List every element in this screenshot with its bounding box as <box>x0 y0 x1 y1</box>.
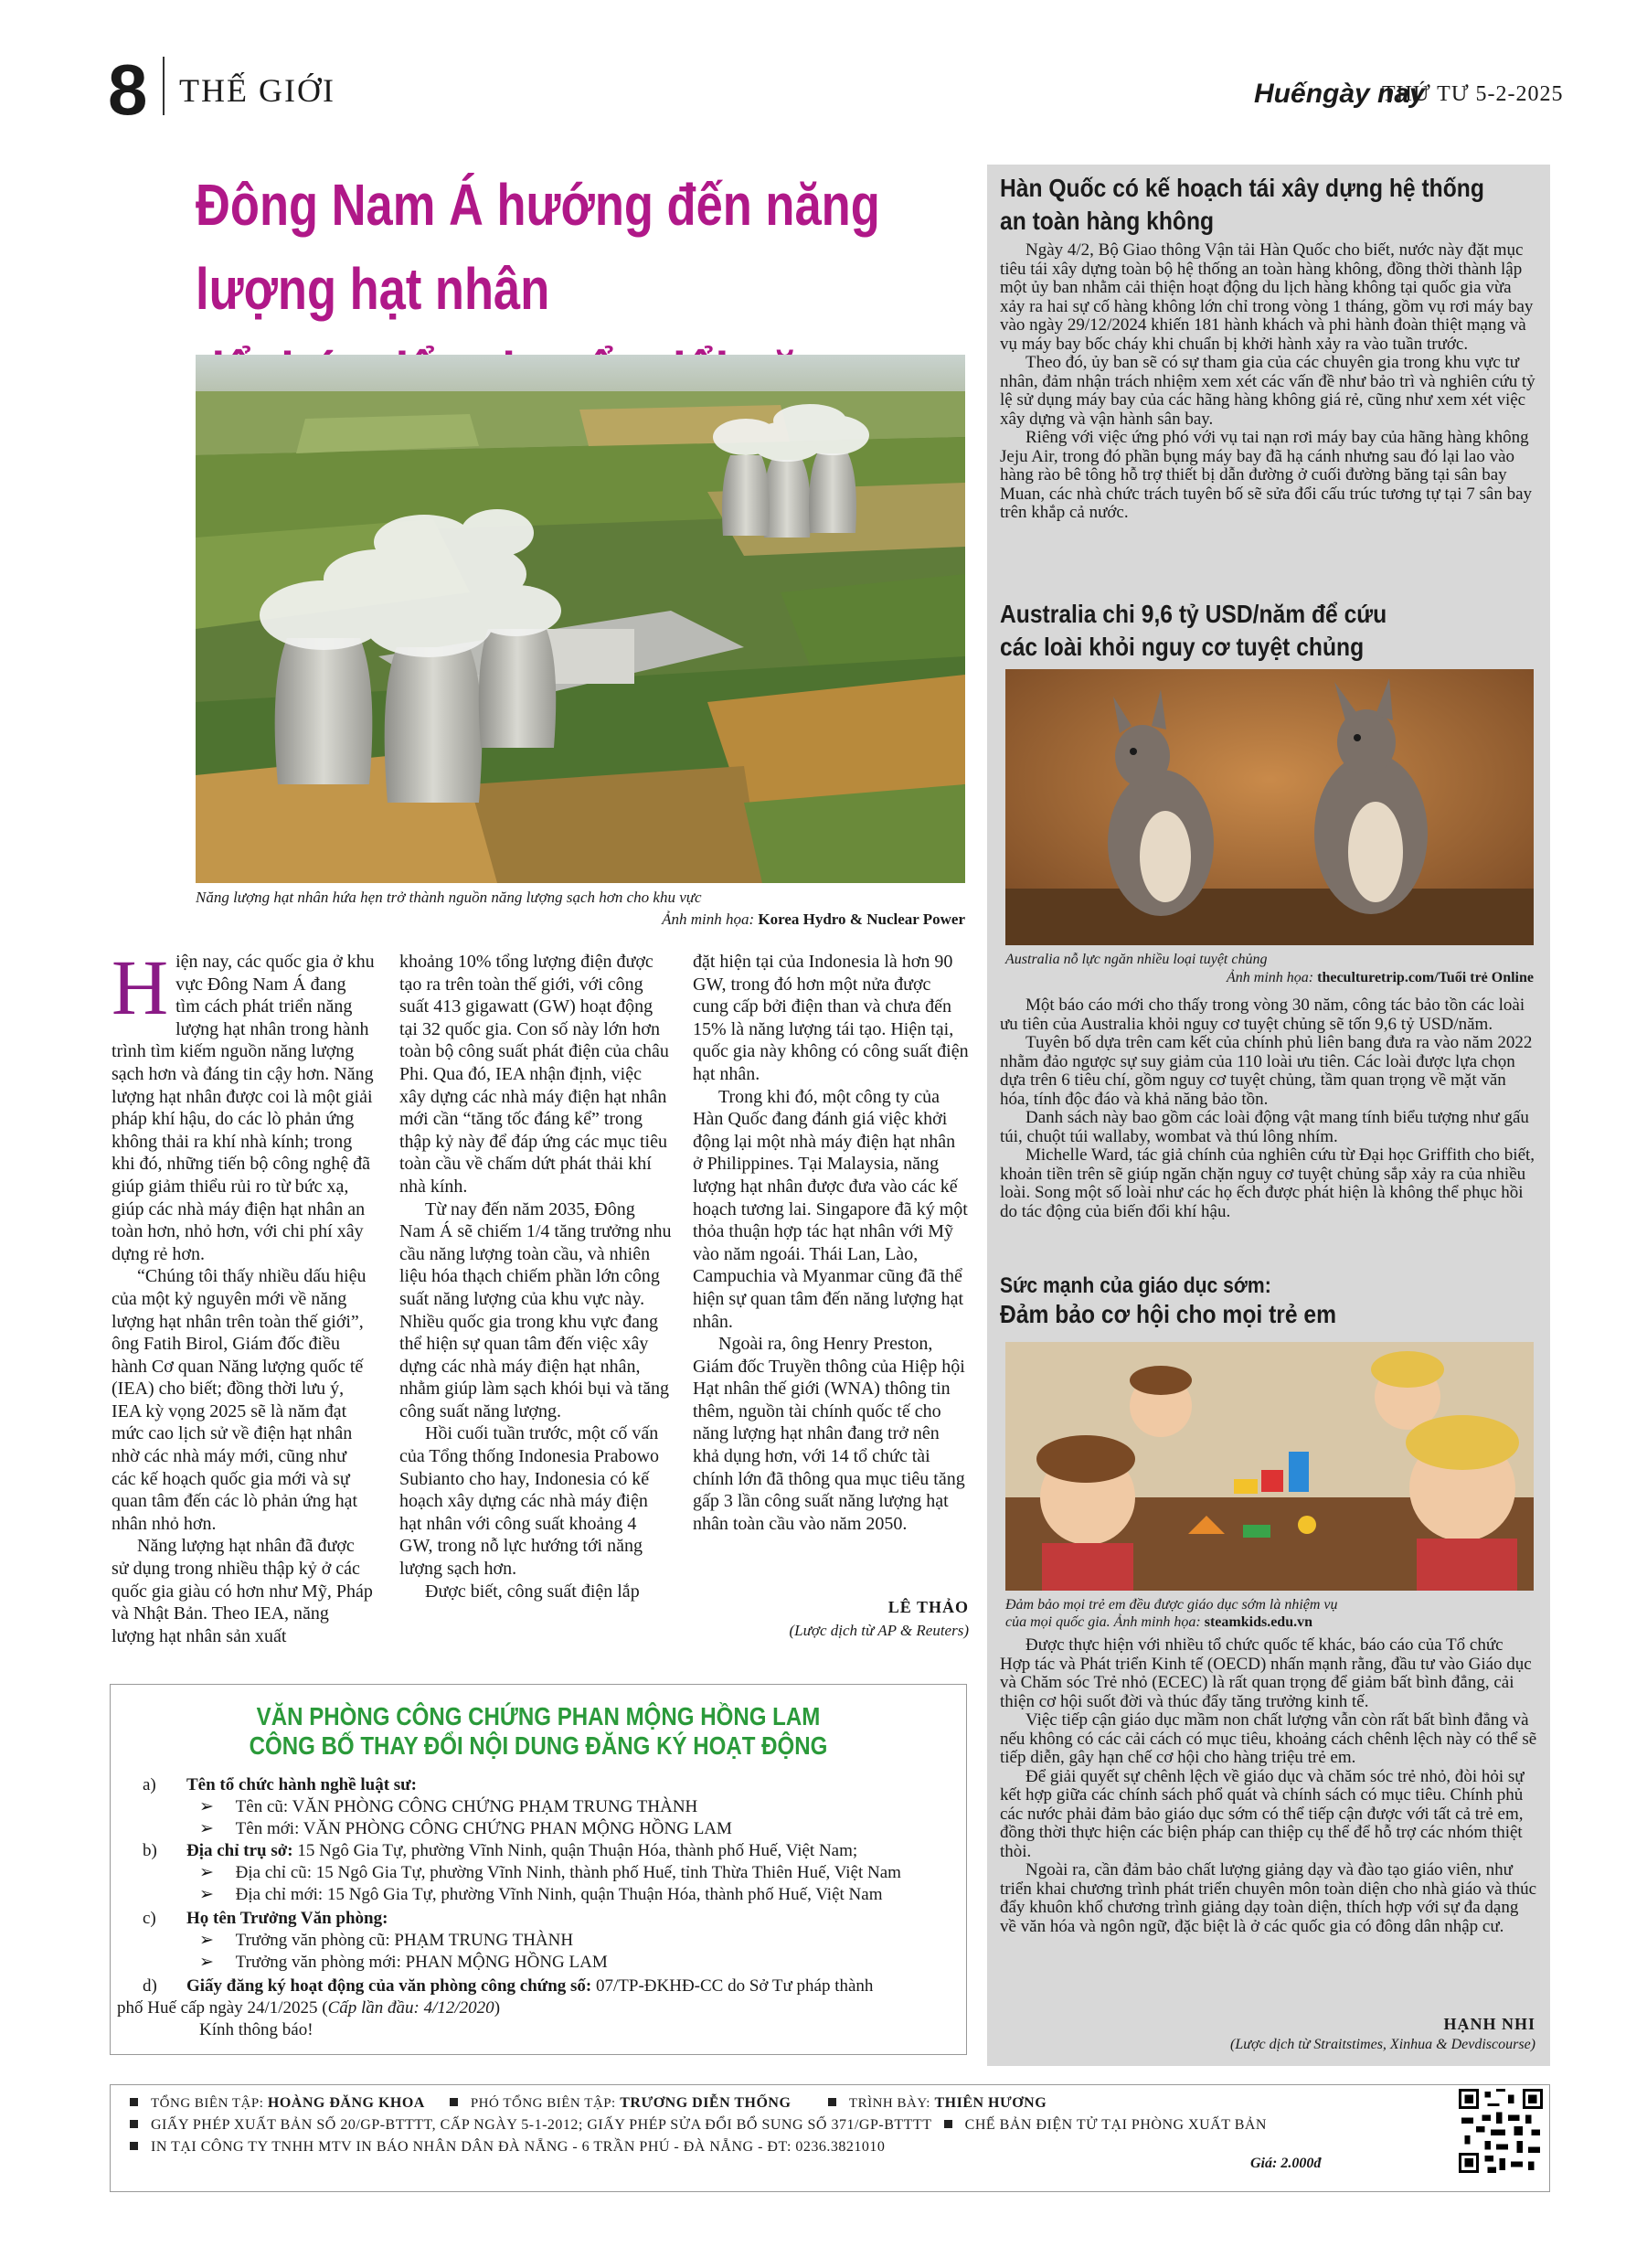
sidebar-photo-caption-3: Đảm bảo mọi trẻ em đều được giáo dục sớm là nhiệm vụ của mọi quốc gia. Ảnh minh họa: steamkids.edu.vn <box>1005 1597 1338 1630</box>
sidebar-story-3: Được thực hiện với nhiều tổ chức quốc tế khác, báo cáo của Tổ chức Hợp tác và Phát triển Kinh tế (OECD) nhấn mạnh rằng, đầu tư vào Giáo dục và Chăm sóc Trẻ nhỏ (ECEC) là rất quan trọng để giảm bất bình đẳng, cải thiện cơ hội suốt đời và thúc đẩy tăng trưởng kinh tế. Việc tiếp cận giáo dục mầm non chất lượng vẫn còn rất bất bình đẳng và nếu không có các cải cách có mục tiêu, khoảng cách chênh lệch này có thể sẽ tiếp diễn, gây hạn chế cơ hội cho hàng triệu trẻ em. Để giải quyết sự chênh lệch về giáo dục và chăm sóc trẻ nhỏ, đòi hỏi sự kết hợp giữa các chính sách phổ quát và chính sách có mục tiêu. Chính phủ các nước phải đảm bảo giáo dục sớm có thể tiếp cận được với tất cả trẻ em, đồng thời thực hiện các biện pháp can thiệp cụ thể để hỗ trợ các nhóm thiệt thòi. Ngoài ra, cần đảm bảo chất lượng giảng dạy và đào tạo giáo viên, như triển khai chương trình phát triển chuyên môn toàn diện cho nhà giáo và thúc đẩy khuôn khổ chương trình giảng dạy toàn diện, thích hợp với sự đa dạng về văn hóa và ngôn ngữ, đặc biệt là ở các quốc gia có đông dân nhập cư. <box>1000 1635 1537 1936</box>
wallaby-photo <box>1005 669 1534 945</box>
legal-notice-title: VĂN PHÒNG CÔNG CHỨNG PHAN MỘNG HỒNG LAM CÔNG BỐ THAY ĐỔI NỘI DUNG ĐĂNG KÝ HOẠT ĐỘNG <box>249 1702 828 1760</box>
sidebar-byline: HẠNH NHI <box>1443 2015 1535 2033</box>
sidebar-photo-caption-2: Australia nỗ lực ngăn nhiều loại tuyệt chủng <box>1005 952 1268 967</box>
sidebar-headline-2: Australia chi 9,6 tỷ USD/năm để cứu các loài khỏi nguy cơ tuyệt chủng <box>1000 600 1387 661</box>
issue-date: THỨ TƯ 5-2-2025 <box>1382 82 1564 106</box>
imprint-printer: IN TẠI CÔNG TY TNHH MTV IN BÁO NHÂN DÂN ĐÀ NẴNG - 6 TRẦN PHÚ - ĐÀ NẴNG - ĐT: 0236.3821010 <box>130 2139 885 2156</box>
article-source: (Lược dịch từ AP & Reuters) <box>789 1622 969 1639</box>
article-byline: LÊ THẢO <box>887 1598 969 1616</box>
notice-b1: ➢ Địa chỉ cũ: 15 Ngô Gia Tự, phường Vĩnh Ninh, thành phố Huế, tỉnh Thừa Thiên Huế, Việt Nam <box>199 1863 901 1882</box>
notice-item-d: d) <box>143 1976 157 1996</box>
notice-c1: ➢ Trưởng văn phòng cũ: PHẠM TRUNG THÀNH <box>199 1931 574 1950</box>
notice-b2: ➢ Địa chỉ mới: 15 Ngô Gia Tự, phường Vĩnh Ninh, quận Thuận Hóa, thành phố Huế, Việt Nam <box>199 1885 883 1904</box>
notice-closing: Kính thông báo! <box>199 2020 313 2039</box>
imprint-license: GIẤY PHÉP XUẤT BẢN SỐ 20/GP-BTTTT, CẤP NGÀY 5-1-2012; GIẤY PHÉP SỬA ĐỔI BỔ SUNG SỐ 371/GP-BTTTT CHẾ BẢN ĐIỆN TỬ TẠI PHÒNG XUẤT BẢN <box>130 2117 1267 2134</box>
notice-d-line2: phố Huế cấp ngày 24/1/2025 (Cấp lần đầu: 4/12/2020) <box>117 1998 501 2018</box>
drop-cap: H <box>112 943 169 1031</box>
notice-a1: ➢ Tên cũ: VĂN PHÒNG CÔNG CHỨNG PHẠM TRUNG THÀNH <box>199 1797 698 1816</box>
children-classroom-photo <box>1005 1342 1534 1591</box>
sidebar-photo-credit-2: Ảnh minh họa: theculturetrip.com/Tuổi trẻ Online <box>1227 970 1534 985</box>
notice-a2: ➢ Tên mới: VĂN PHÒNG CÔNG CHỨNG PHAN MỘNG HỒNG LAM <box>199 1819 732 1838</box>
page-number: 8 <box>108 49 148 130</box>
sidebar-kicker-3: Sức mạnh của giáo dục sớm: <box>1000 1273 1271 1298</box>
article-column-3: đặt hiện tại của Indonesia là hơn 90 GW, trong đó hơn một nửa được cung cấp bởi điện than và chưa đến 15% là năng lượng tái tạo. Hiện tại, quốc gia này không có công suất điện hạt nhân. Trong khi đó, một công ty của Hàn Quốc đang đánh giá việc khởi động lại một nhà máy điện hạt nhân ở Philippines. Tại Malaysia, năng lượng hạt nhân được đưa vào các kế hoạch tương lai. Singapore đã ký một thỏa thuận hợp tác hạt nhân với Mỹ vào năm ngoái. Thái Lan, Lào, Campuchia và Myanmar cũng đã thể hiện sự quan tâm đến năng lượng hạt nhân. Ngoài ra, ông Henry Preston, Giám đốc Truyền thông của Hiệp hội Hạt nhân thế giới (WNA) thông tin thêm, nguồn tài chính quốc tế cho năng lượng hạt nhân đang trở nên khả dụng hơn, với 14 tổ chức tài chính lớn đã thông qua mục tiêu tăng gấp 3 lần công suất năng lượng hạt nhân toàn cầu vào năm 2050. <box>693 952 969 1534</box>
notice-item-a: a) <box>143 1775 156 1794</box>
imprint-editors: TỔNG BIÊN TẬP: HOÀNG ĐĂNG KHOA PHÓ TỔNG BIÊN TẬP: TRƯƠNG DIỄN THỐNG TRÌNH BÀY: THIÊN HƯƠNG <box>130 2095 1047 2112</box>
notice-c2: ➢ Trưởng văn phòng mới: PHAN MỘNG HỒNG LAM <box>199 1953 608 1972</box>
sidebar-headline-1: Hàn Quốc có kế hoạch tái xây dựng hệ thống an toàn hàng không <box>1000 174 1484 235</box>
main-photo-credit: Ảnh minh họa: Korea Hydro & Nuclear Power <box>662 910 965 928</box>
sidebar-source: (Lược dịch từ Straitstimes, Xinhua & Devdiscourse) <box>1230 2037 1535 2052</box>
price-label: Giá: 2.000đ <box>1250 2156 1322 2171</box>
sidebar-story-1: Ngày 4/2, Bộ Giao thông Vận tải Hàn Quốc cho biết, nước này đặt mục tiêu tái xây dựng toàn bộ hệ thống an toàn hàng không, đồng thời thành lập một ủy ban nhằm cải thiện hoạt động du lịch hàng không tại quốc gia vừa xảy ra hai sự cố hàng không lớn chỉ trong vòng 1 tháng, gồm vụ rơi máy bay vào ngày 29/12/2024 khiến 181 hành khách và phi hành đoàn thiệt mạng và vụ máy bay bốc cháy khi chuẩn bị khởi hành xảy ra vào tuần trước. Theo đó, ủy ban sẽ có sự tham gia của các chuyên gia trong khu vực tư nhân, đảm nhận trách nhiệm xem xét các vấn đề như bảo trì và nghiên cứu tỷ lệ sử dụng máy bay của các hãng hàng không giá rẻ, cũng như xem xét việc xây dựng và vận hành sân bay. Riêng với việc ứng phó với vụ tai nạn rơi máy bay của hãng hàng không Jeju Air, trong đó phần bụng máy bay đã hạ cánh nhưng sau đó lại lao vào hàng rào bê tông hỗ trợ thiết bị dẫn đường ở cuối đường băng tại sân bay Muan, các nhà chức trách tuyên bố sẽ sửa đổi cấu trúc tương tự tại 7 sân bay trên khắp cả nước. <box>1000 240 1535 522</box>
qr-code-icon <box>1459 2089 1543 2173</box>
sidebar-headline-3: Đảm bảo cơ hội cho mọi trẻ em <box>1000 1300 1337 1328</box>
main-headline-line1: Đông Nam Á hướng đến năng lượng hạt nhân <box>196 172 880 322</box>
sidebar-story-2: Một báo cáo mới cho thấy trong vòng 30 năm, công tác bảo tồn các loài ưu tiên của Australia khỏi nguy cơ tuyệt chủng sẽ tốn 9,6 tỷ USD/năm. Tuyên bố dựa trên cam kết của chính phủ liên bang đưa ra vào năm 2022 nhằm đảo ngược sự suy giảm của 110 loài ưu tiên. Các loài được lựa chọn dựa trên 6 tiêu chí, gồm nguy cơ tuyệt chủng, tầm quan trọng về mặt văn hóa, tính độc đáo và khả năng bảo tồn. Danh sách này bao gồm các loài động vật mang tính biểu tượng như gấu túi, chuột túi wallaby, wombat và thú lông nhím. Michelle Ward, tác giả chính của nghiên cứu từ Đại học Griffith cho biết, khoản tiền trên sẽ giúp ngăn chặn nguy cơ tuyệt chủng sắp xảy ra của nhiều loài. Song một số loài như các họ ếch được phát hiện là không thể phục hồi do tác động của biến đổi khí hậu. <box>1000 996 1535 1221</box>
masthead-logo: Huếngày nay <box>1254 79 1425 109</box>
header-divider <box>163 57 165 115</box>
article-column-2: khoảng 10% tổng lượng điện được tạo ra trên toàn thế giới, với công suất 413 gigawatt (GW) hoạt động tại 32 quốc gia. Con số này lớn hơn toàn bộ công suất phát điện của châu Phi. Qua đó, IEA nhận định, việc xây dựng các nhà máy điện hạt nhân mới cần “tăng tốc đáng kể” trong thập kỷ này để đáp ứng các mục tiêu toàn cầu về chấm dứt phát thải khí nhà kính. Từ nay đến năm 2035, Đông Nam Á sẽ chiếm 1/4 tăng trưởng nhu cầu năng lượng toàn cầu, và nhiên liệu hóa thạch chiếm phần lớn công suất năng lượng của khu vực này. Nhiều quốc gia trong khu vực đang thể hiện sự quan tâm đến việc xây dựng các nhà máy điện hạt nhân, nhằm giúp làm sạch khói bụi và tăng công suất năng lượng. Hồi cuối tuần trước, một cố vấn của Tổng thống Indonesia Prabowo Subianto cho hay, Indonesia có kế hoạch xây dựng các nhà máy điện hạt nhân với công suất khoảng 4 GW, trong nỗ lực hướng tới năng lượng sạch hơn. Được biết, công suất điện lắp <box>399 952 672 1602</box>
main-photo-caption: Năng lượng hạt nhân hứa hẹn trở thành nguồn năng lượng sạch hơn cho khu vực <box>196 889 702 906</box>
notice-item-c: c) <box>143 1909 156 1928</box>
section-title: THẾ GIỚI <box>179 72 335 109</box>
nuclear-plant-photo <box>196 355 965 883</box>
notice-item-b: b) <box>143 1841 157 1860</box>
article-column-1: Hiện nay, các quốc gia ở khu vực Đông Nam Á đang tìm cách phát triển năng lượng hạt nhân trong hành trình tìm kiếm nguồn năng lượng sạch hơn và đáng tin cậy hơn. Năng lượng hạt nhân được coi là một giải pháp khí hậu, do các lò phản ứng không thải ra khí nhà kính; trong khi đó, những tiến bộ công nghệ đã giúp giảm thiểu rủi ro từ bức xạ, giúp các nhà máy điện hạt nhân an toàn hơn, nhỏ hơn, với chi phí xây dựng rẻ hơn. “Chúng tôi thấy nhiều dấu hiệu của một kỷ nguyên mới về năng lượng hạt nhân trên toàn thế giới”, ông Fatih Birol, Giám đốc điều hành Cơ quan Năng lượng quốc tế (IEA) cho biết; đồng thời lưu ý, IEA kỳ vọng 2025 sẽ là năm đạt mức cao lịch sử về điện hạt nhân nhờ các nhà máy mới, cũng như các kế hoạch quốc gia mới và sự quan tâm đến các lò phản ứng hạt nhân nhỏ hơn. Năng lượng hạt nhân đã được sử dụng trong nhiều thập kỷ ở các quốc gia giàu có hơn như Mỹ, Pháp và Nhật Bản. Theo IEA, năng lượng hạt nhân sản xuất <box>112 943 375 1646</box>
